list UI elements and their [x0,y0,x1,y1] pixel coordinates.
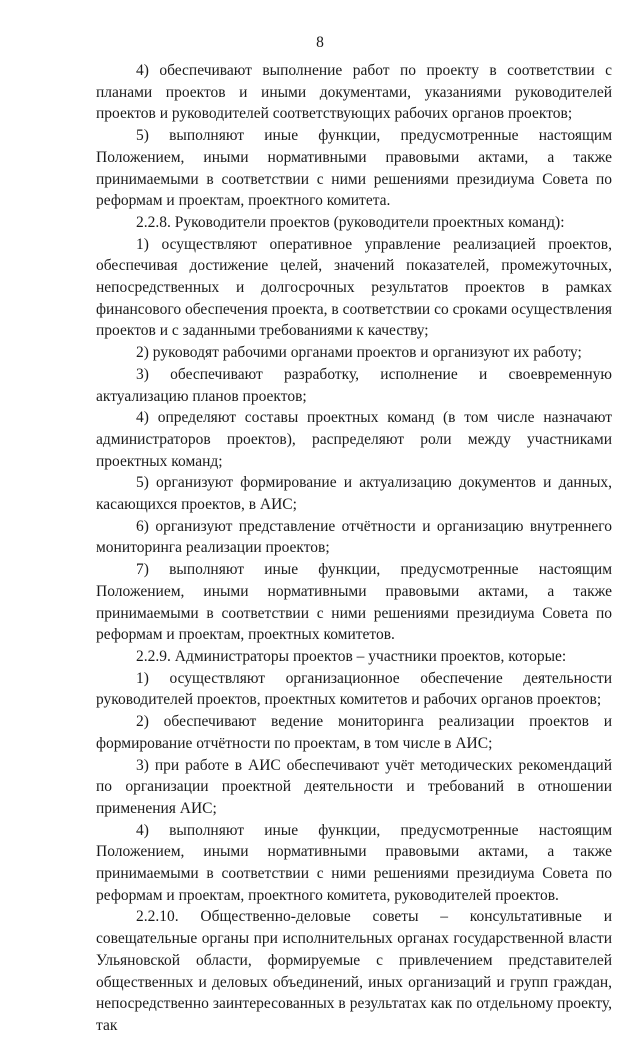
section-heading: 2.2.9. Администраторы проектов – участники проектов, которые: [136,647,567,665]
paragraph: 2.2.10. Общественно-деловые советы – консультативные и совещательные органы при исполнительных органах государственной власти Ульяновской области, формируемые с привлечением представителей общественных и деловых объединений, иных организаций и групп граждан, непосредственно заинтересованных в результатах как по отдельному проекту, так [96,908,612,1034]
paragraph: 6) организуют представление отчётности и организацию внутреннего мониторинга реализации проектов; [96,517,612,557]
paragraph: 7) выполняют иные функции, предусмотренные настоящим Положением, иными нормативными правовыми актами, а также принимаемыми в соответствии с ними решениями президиума Совета по реформам и проектам, проектных комитетов. [96,561,612,644]
paragraph: 4) обеспечивают выполнение работ по проекту в соответствии с планами проектов и иными документами, указаниями руководителей проектов и руководителей соответствующих рабочих органов проектов; [96,62,612,123]
paragraph: 4) выполняют иные функции, предусмотренные настоящим Положением, иными нормативными правовыми актами, а также принимаемыми в соответствии с ними решениями президиума Совета по реформам и проектам, проектного комитета, руководителей проектов. [96,821,612,904]
paragraph: 1) осуществляют оперативное управление реализацией проектов, обеспечивая достижение целей, значений показателей, промежуточных, непосредственных и долгосрочных результатов проектов в рамках финансового обеспечения проекта, в соответствии со сроками осуществления проектов и с заданными требованиями к качеству; [96,235,612,340]
paragraph: 5) выполняют иные функции, предусмотренные настоящим Положением, иными нормативными правовыми актами, а также принимаемыми в соответствии с ними решениями президиума Совета по реформам и проектам, проектного комитета. [96,127,612,210]
section-heading: 2.2.8. Руководители проектов (руководители проектных команд): [136,213,565,231]
paragraph: 2) руководят рабочими органами проектов и организуют их работу; [136,344,582,362]
paragraph: 3) при работе в АИС обеспечивают учёт методических рекомендаций по организации проектной деятельности и требований в отношении применения АИС; [96,756,612,817]
paragraph: 3) обеспечивают разработку, исполнение и своевременную актуализацию планов проектов; [96,365,612,405]
page-number: 8 [316,34,324,51]
paragraph: 1) осуществляют организационное обеспечение деятельности руководителей проектов, проектных комитетов и рабочих органов проектов; [96,669,612,709]
document-body [96,60,612,1037]
paragraph: 4) определяют составы проектных команд (в том числе назначают администраторов проектов), распределяют роли между участниками проектных команд; [96,409,612,470]
paragraph: 5) организуют формирование и актуализацию документов и данных, касающихся проектов, в АИС; [96,474,612,514]
paragraph: 2) обеспечивают ведение мониторинга реализации проектов и формирование отчётности по проектам, в том числе в АИС; [96,713,612,752]
